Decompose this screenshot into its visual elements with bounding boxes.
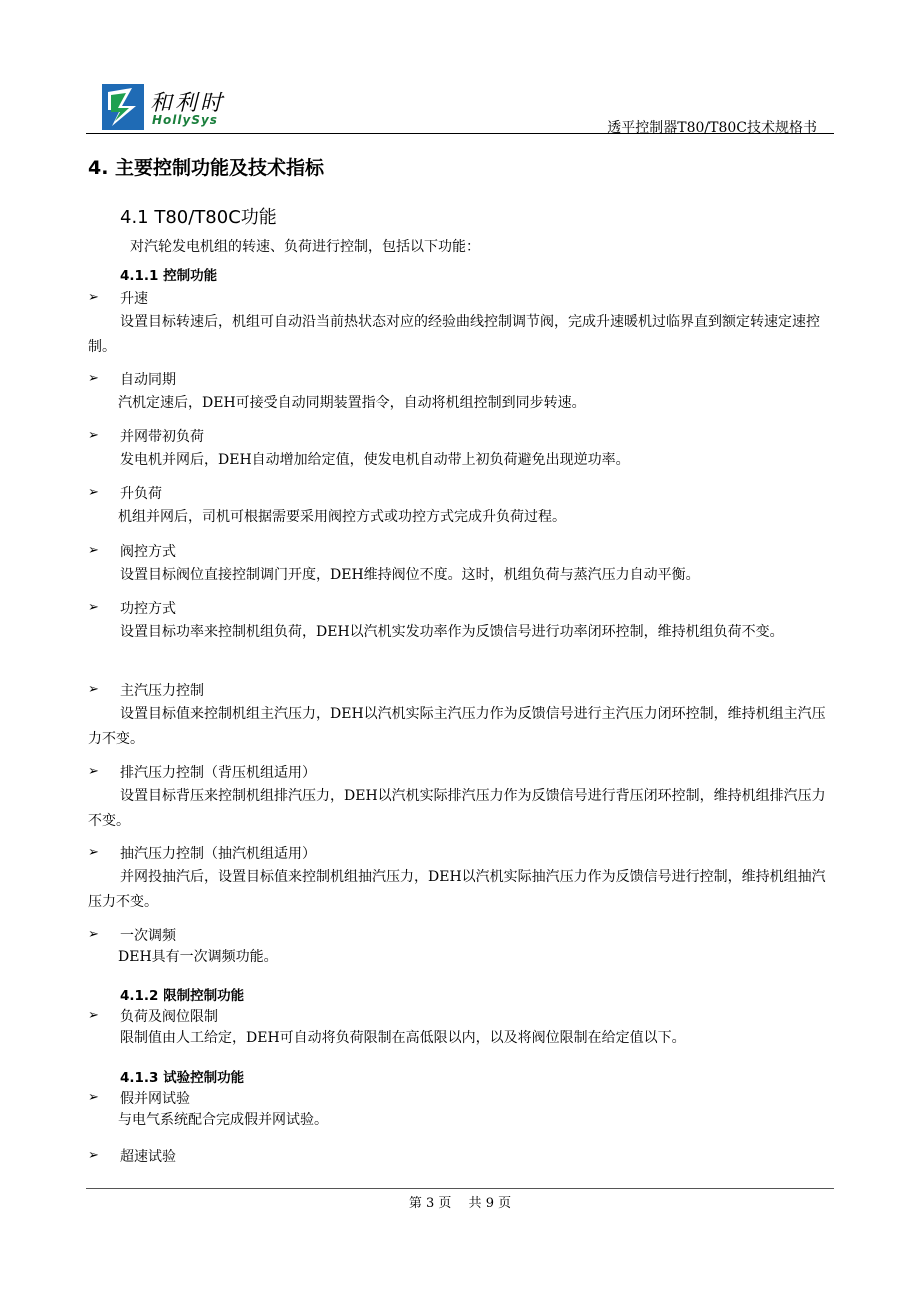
- bullet-arrow-icon: ➢: [88, 543, 99, 558]
- item-description: 限制值由人工给定，DEH可自动将负荷限制在高低限以内，以及将阀位限制在给定值以下。: [120, 1030, 686, 1046]
- item-title: 阀控方式: [120, 544, 176, 560]
- item-description: 设置目标功率来控制机组负荷，DEH以汽机实发功率作为反馈信号进行功率闭环控制，维持机组负荷不变。: [120, 624, 784, 640]
- item-title: 功控方式: [120, 601, 176, 617]
- item-title: 自动同期: [120, 372, 176, 388]
- bullet-arrow-icon: ➢: [88, 1090, 99, 1105]
- item-title: 超速试验: [120, 1149, 176, 1165]
- bullet-arrow-icon: ➢: [88, 1148, 99, 1163]
- item-title: 排汽压力控制（背压机组适用）: [120, 765, 316, 781]
- company-logo-icon: [102, 84, 144, 130]
- bullet-arrow-icon: ➢: [88, 682, 99, 697]
- bullet-arrow-icon: ➢: [88, 927, 99, 942]
- item-description: 汽机定速后，DEH可接受自动同期装置指令，自动将机组控制到同步转速。: [118, 395, 586, 411]
- bullet-arrow-icon: ➢: [88, 845, 99, 860]
- item-title: 抽汽压力控制（抽汽机组适用）: [120, 846, 316, 862]
- item-description: 与电气系统配合完成假并网试验。: [118, 1112, 328, 1128]
- item-title: 负荷及阀位限制: [120, 1009, 218, 1025]
- document-title: 透平控制器T80/T80C技术规格书: [607, 120, 817, 136]
- item-title: 并网带初负荷: [120, 429, 204, 445]
- item-description: 机组并网后，司机可根据需要采用阀控方式或功控方式完成升负荷过程。: [118, 509, 566, 525]
- group-heading-control: 4.1.1 控制功能: [120, 268, 218, 284]
- item-description: 设置目标转速后，机组可自动沿当前热状态对应的经验曲线控制调节阀，完成升速暖机过临界直到额定转速定速控制。: [88, 314, 820, 355]
- group-heading-test: 4.1.3 试验控制功能: [120, 1070, 245, 1086]
- bullet-arrow-icon: ➢: [88, 764, 99, 779]
- item-description: 设置目标值来控制机组主汽压力，DEH以汽机实际主汽压力作为反馈信号进行主汽压力闭环控制，维持机组主汽压力不变。: [88, 706, 826, 747]
- item-title: 升负荷: [120, 486, 162, 502]
- item-description: 发电机并网后，DEH自动增加给定值，使发电机自动带上初负荷避免出现逆功率。: [120, 452, 630, 468]
- logo-chinese-name: 和利时: [150, 91, 226, 116]
- bullet-arrow-icon: ➢: [88, 290, 99, 305]
- item-description: 并网投抽汽后，设置目标值来控制机组抽汽压力，DEH以汽机实际抽汽压力作为反馈信号进行控制，维持机组抽汽压力不变。: [88, 869, 826, 910]
- group-heading-limit: 4.1.2 限制控制功能: [120, 988, 245, 1004]
- item-title: 升速: [120, 291, 148, 307]
- section-heading: 4. 主要控制功能及技术指标: [88, 157, 325, 179]
- page-number: 第 3 页 共 9 页: [408, 1196, 512, 1211]
- bullet-arrow-icon: ➢: [88, 1008, 99, 1023]
- item-title: 假并网试验: [120, 1091, 190, 1107]
- item-description: 设置目标阀位直接控制调门开度，DEH维持阀位不度。这时，机组负荷与蒸汽压力自动平衡。: [120, 567, 700, 583]
- item-description: DEH具有一次调频功能。: [118, 949, 278, 965]
- item-title: 一次调频: [120, 928, 176, 944]
- bullet-arrow-icon: ➢: [88, 485, 99, 500]
- item-description: 设置目标背压来控制机组排汽压力，DEH以汽机实际排汽压力作为反馈信号进行背压闭环控制，维持机组排汽压力不变。: [88, 788, 826, 829]
- footer-divider: [86, 1188, 834, 1189]
- intro-paragraph: 对汽轮发电机组的转速、负荷进行控制，包括以下功能：: [130, 239, 480, 255]
- bullet-arrow-icon: ➢: [88, 600, 99, 615]
- subsection-heading: 4.1 T80/T80C功能: [120, 207, 277, 228]
- logo-english-name: HollySys: [152, 113, 218, 127]
- bullet-arrow-icon: ➢: [88, 371, 99, 386]
- item-title: 主汽压力控制: [120, 683, 204, 699]
- header-divider: [86, 133, 834, 134]
- bullet-arrow-icon: ➢: [88, 428, 99, 443]
